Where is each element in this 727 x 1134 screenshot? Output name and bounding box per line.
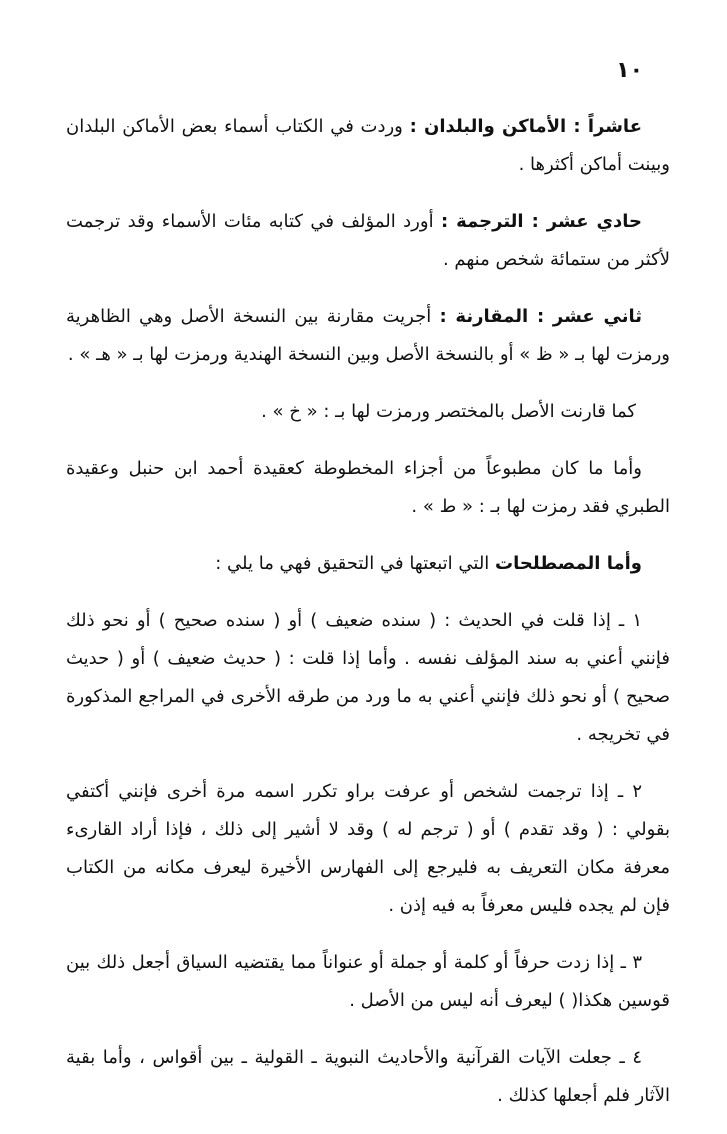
paragraph-heading: عاشراً : الأماكن والبلدان : — [409, 116, 642, 137]
paragraph-terminology-intro — [66, 545, 670, 583]
paragraph-text: أجريت مقارنة بين النسخة الأصل وهي الظاهرية ورمزت لها بـ « ظ » أو بالنسخة الأصل وبين النسخة الهندية ورمزت لها بـ « هـ » . — [66, 306, 670, 365]
page-number: ١٠ — [616, 58, 643, 83]
paragraph-text: وردت في الكتاب أسماء بعض الأماكن البلدان وبينت أماكن أكثرها . — [66, 116, 670, 175]
paragraph-text: ١ ـ إذا قلت في الحديث : ( سنده ضعيف ) أو ( سنده صحيح ) أو نحو ذلك فإنني أعني به سند المؤلف نفسه . وأما إذا قلت : ( حديث ضعيف ) أو ( حديث صحيح ) أو نحو ذلك فإنني أعني به ما ورد من طرقه الأخرى في المراجع المذكورة في تخريجه . — [66, 610, 670, 745]
paragraph-abridged-comparison — [66, 393, 670, 431]
paragraph-heading: ثاني عشر : المقارنة : — [439, 306, 642, 327]
paragraph-heading: وأما المصطلحات — [495, 553, 642, 574]
paragraph-rule-4 — [66, 1039, 670, 1115]
paragraph-biography — [66, 203, 670, 279]
paragraph-heading: حادي عشر : الترجمة : — [441, 211, 642, 232]
paragraph-comparison — [66, 298, 670, 374]
paragraph-text: أورد المؤلف في كتابه مئات الأسماء وقد ترجمت لأكثر من ستمائة شخص منهم . — [66, 211, 670, 270]
paragraph-rule-3 — [66, 944, 670, 1020]
paragraph-text: وأما ما كان مطبوعاً من أجزاء المخطوطة كعقيدة أحمد ابن حنبل وعقيدة الطبري فقد رمزت لها بـ : « ط » . — [66, 458, 670, 517]
paragraph-text: كما قارنت الأصل بالمختصر ورمزت لها بـ : « خ » . — [261, 401, 636, 422]
paragraph-text: التي اتبعتها في التحقيق فهي ما يلي : — [215, 553, 496, 574]
page-body — [66, 108, 670, 1134]
paragraph-text: ٤ ـ جعلت الآيات القرآنية والأحاديث النبوية ـ القولية ـ بين أقواس ، وأما بقية الآثار فلم أجعلها كذلك . — [66, 1047, 670, 1106]
paragraph-printed-parts — [66, 450, 670, 526]
paragraph-text: ٣ ـ إذا زدت حرفاً أو كلمة أو جملة أو عنواناً مما يقتضيه السياق أجعل ذلك بين قوسين هكذا( ) ليعرف أنه ليس من الأصل . — [66, 952, 670, 1011]
paragraph-text: ٢ ـ إذا ترجمت لشخص أو عرفت براو تكرر اسمه مرة أخرى فإنني أكتفي بقولي : ( وقد تقدم ) أو ( ترجم له ) وقد لا أشير إلى ذلك ، فإذا أراد القارىء معرفة مكان التعريف به فليرجع إلى الفهارس الأخيرة ليعرف مكانه من الكتاب فإن لم يجده فليس معرفاً به فيه إذن . — [66, 781, 670, 916]
paragraph-rule-2 — [66, 773, 670, 925]
paragraph-rule-1 — [66, 602, 670, 754]
paragraph-places — [66, 108, 670, 184]
